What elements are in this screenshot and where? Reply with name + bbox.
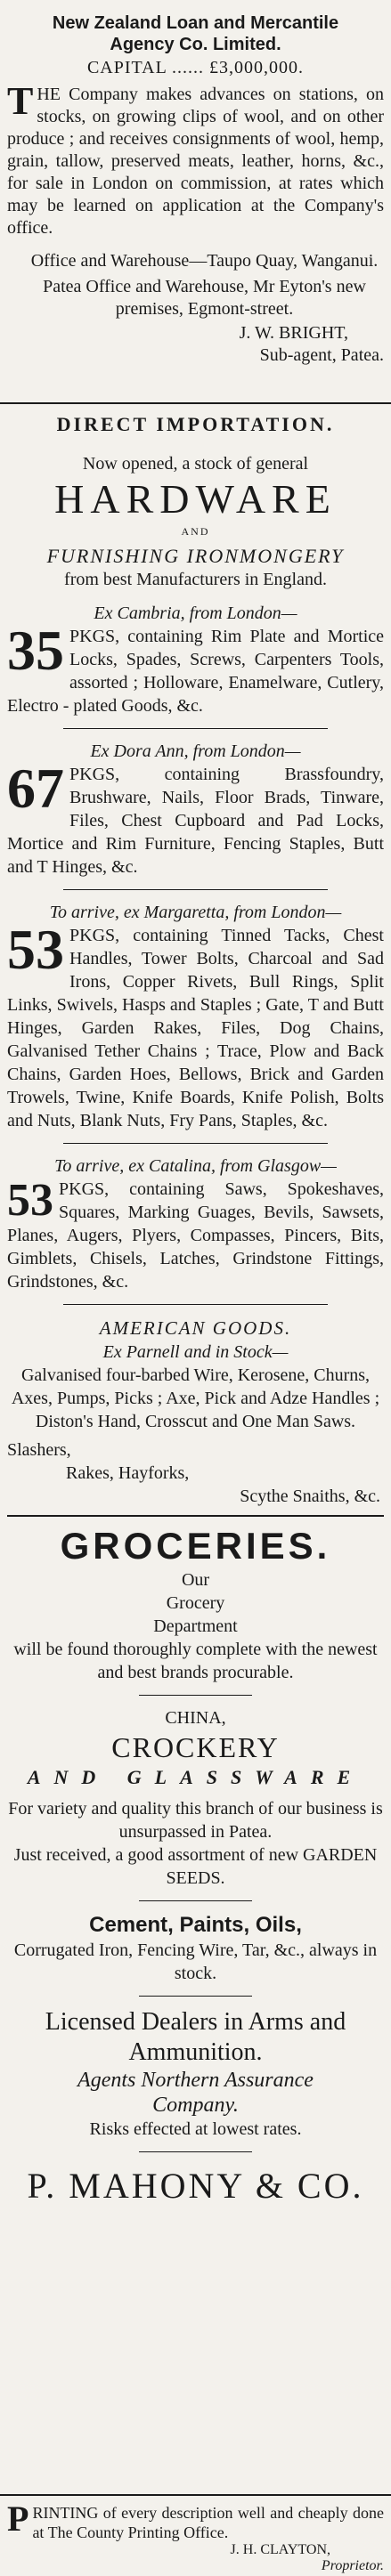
groceries-our: Our [181,1570,210,1590]
spacer [7,1508,384,1515]
american-body: Galvanised four-barbed Wire, Kerosene, Churns, Axes, Pumps, Picks ; Axe, Pick and Adze Handles ; Diston's Hand, Crosscut and One Man Saws. [11,1365,380,1431]
marg-heading: To arrive, ex Margaretta, from London— [49,903,342,922]
cat-heading: To arrive, ex Catalina, from Glasgow— [54,1156,337,1176]
rule [7,1515,384,1517]
mahony-name: P. MAHONY & CO. [27,2166,364,2206]
separator [139,1695,252,1696]
groceries-heading: GROCERIES. [60,1525,331,1567]
ad1-agent-name: J. W. BRIGHT, [239,323,348,343]
agents-line2: Company. [152,2094,239,2117]
cambria-count: 35 [7,619,64,682]
ad2-heading: DIRECT IMPORTATION. [56,413,335,435]
ad1-title-line1: New Zealand Loan and Mercantile [52,13,339,33]
glassware: AND GLASSWARE [27,1766,364,1788]
crockery: CROCKERY [111,1731,280,1763]
licensed-line2: Ammunition. [128,2038,263,2066]
ad1-capital: CAPITAL ...... £3,000,000. [86,58,305,77]
licensed-line1: Licensed Dealers in Arms and [45,2008,346,2036]
ad2-opened: Now opened, a stock of general [82,454,309,474]
hardware-advert [7,411,384,2209]
divider-rule [0,402,391,404]
ad1-title-line2: Agency Co. Limited. [110,35,281,54]
loan-agency-advert [7,12,384,367]
ad2-hardware: HARDWARE [54,476,337,522]
separator [139,2151,252,2152]
garden-seeds: Just received, a good assortment of new GARDEN SEEDS. [13,1845,378,1888]
rakes: Rakes, Hayforks, [66,1463,190,1483]
printing-advert [7,2499,384,2574]
cambria-heading: Ex Cambria, from London— [94,603,297,623]
china: CHINA, [165,1708,226,1728]
separator [63,889,327,890]
cambria-block [7,619,384,717]
cement-heading: Cement, Paints, Oils, [89,1913,302,1937]
cat-block [7,1175,384,1293]
ad1-office2: Patea Office and Warehouse, Mr Eyton's new premises, Egmont-street. [43,277,366,319]
marg-count: 53 [7,918,64,981]
ad2-from: from best Manufacturers in England. [64,570,327,589]
ad2-furnishing: FURNISHING IRONMONGERY [46,545,345,567]
crockery-body: For variety and quality this branch of our business is unsurpassed in Patea. [8,1799,383,1842]
cat-count: 53 [7,1175,53,1226]
groceries-department: Department [153,1616,238,1636]
ad1-body [7,79,384,239]
ad3-body-text: RINTING of every description well and cheaply done at The County Printing Office. [32,2504,384,2541]
ad1-agent-title: Sub-agent, Patea. [259,345,384,365]
scythe: Scythe Snaiths, &c. [240,1486,380,1506]
ad1-body-text: HE Company makes advances on stations, on stocks, on growing clips of wool, and on other produce ; and receives consignments of wool, hemp, grain, tallow, preserved meats, leather, horns, &c., for sale in London on commission, at rates which may be learned on application at the Company's office. [7,85,384,238]
dora-body: PKGS, containing Brassfoundry, Brushware, Nails, Floor Brads, Tinware, Files, Chest Cupboard and Pad Locks, Mortice and Rim Furniture, Fencing Staples, Butt and T Hinges, &c. [7,765,384,877]
separator [139,1900,252,1901]
ad3-title: Proprietor. [321,2558,384,2573]
separator [63,1304,327,1305]
cat-body: PKGS, containing Saws, Spokeshaves, Squares, Marking Guages, Bevils, Sawsets, Planes, Augers, Plyers, Compasses, Pincers, Bits, Gimblets, Chisels, Latches, Grindstone Fittings, Grindstones, &c. [7,1179,384,1292]
groceries-body: will be found thoroughly complete with the newest and best brands procurable. [13,1640,378,1682]
ad3-dropcap: P [7,2499,29,2539]
cement-body: Corrugated Iron, Fencing Wire, Tar, &c., always in stock. [13,1940,378,1983]
agents-line1: Agents Northern Assurance [77,2069,314,2092]
ad3-body [7,2499,384,2542]
dora-heading: Ex Dora Ann, from London— [90,741,301,761]
ad1-dropcap: T [7,79,34,123]
groceries-grocery: Grocery [166,1593,225,1613]
ad2-and: AND [181,525,210,538]
slashers: Slashers, [7,1440,71,1460]
parnell-heading: Ex Parnell and in Stock— [102,1342,289,1362]
marg-block [7,918,384,1132]
separator [63,1143,327,1144]
marg-body: PKGS, containing Tinned Tacks, Chest Handles, Tower Bolts, Charcoal and Sad Irons, Copper Rivets, Bull Rings, Split Links, Swivels, Hasps and Staples ; Gate, T and Butt Hinges, Garden Rakes, Files, Dog Chains, Galvanised Tether Chains ; Trace, Plow and Back Chains, Garden Hoes, Bellows, Brick and Garden Trowels, Twine, Knife Boards, Knife Polish, Bolts and Nuts, Blank Nuts, Fry Pans, Staples, &c. [7,926,384,1130]
separator [63,728,327,729]
cambria-body: PKGS, containing Rim Plate and Mortice Locks, Spades, Screws, Carpenters Tools, assorted ; Holloware, Enamelware, Cutlery, Electro - plated Goods, &c. [7,627,384,716]
separator [139,1996,252,1997]
ad1-office1: Office and Warehouse—Taupo Quay, Wanganui. [30,251,379,271]
dora-block [7,757,384,879]
american-heading: AMERICAN GOODS. [99,1317,292,1339]
risks: Risks effected at lowest rates. [89,2119,302,2139]
ad3-name: J. H. CLAYTON, [230,2542,330,2557]
divider-rule [0,2494,391,2496]
dora-count: 67 [7,757,64,820]
